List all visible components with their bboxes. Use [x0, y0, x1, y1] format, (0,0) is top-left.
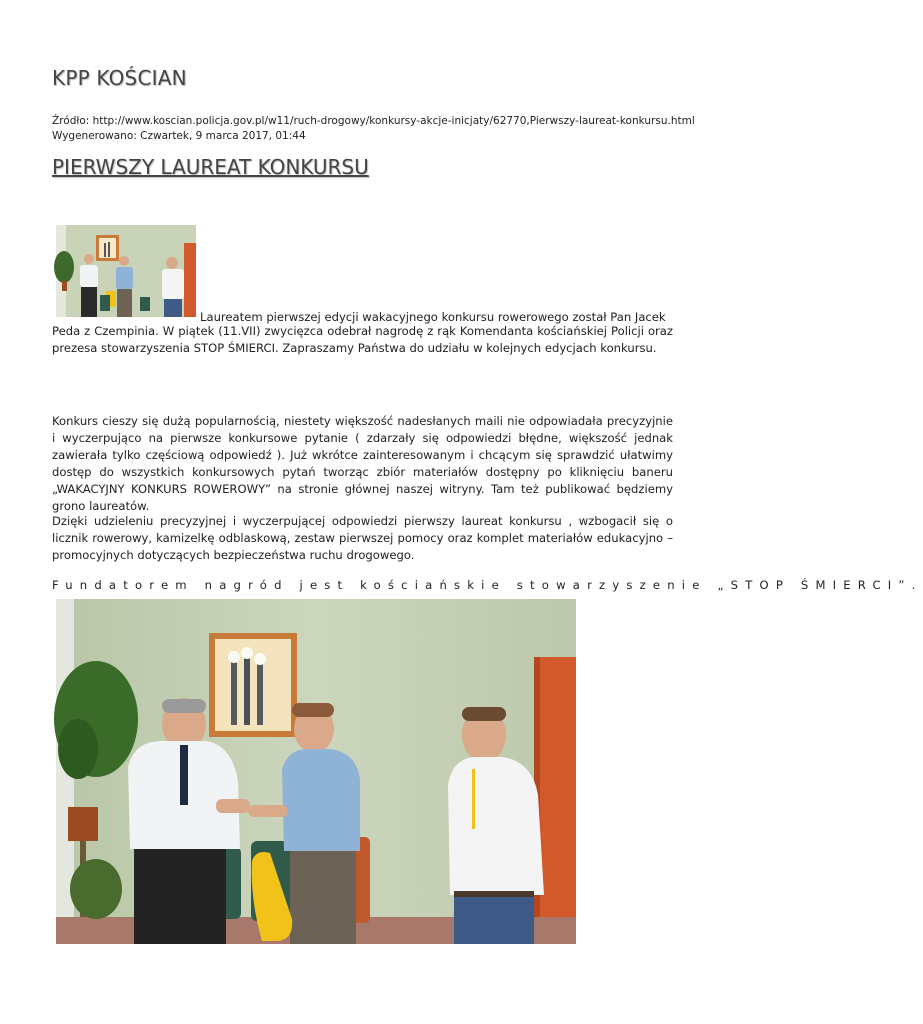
article-title: PIERWSZY LAUREAT KONKURSU [52, 155, 369, 179]
main-photo [56, 599, 576, 944]
meta-info [52, 114, 695, 144]
site-title: KPP KOŚCIAN [52, 66, 187, 90]
paragraph-1-first-line: Laureatem pierwszej edycji wakacyjnego konkursu rowerowego został Pan Jacek [200, 310, 666, 324]
paragraph-1: Peda z Czempinia. W piątek (11.VII) zwycięzca odebrał nagrodę z rąk Komendanta kościańskiej Policji oraz prezesa stowarzyszenia STOP ŚMIERCI. Zapraszamy Państwa do udziału w kolejnych edycjach konkursu. [52, 324, 673, 355]
paragraph-4: Fundatorem nagród jest kościańskie stowarzyszenie „STOP ŚMIERCI”. [52, 578, 923, 592]
paragraph-3: Dzięki udzieleniu precyzyjnej i wyczerpującej odpowiedzi pierwszy laureat konkursu , wzbogacił się o licznik rowerowy, kamizelkę odblaskową, zestaw pierwszej pomocy oraz komplet materiałów edukacyjno – promocyjnych dotyczących bezpieczeństwa ruchu drogowego. [52, 514, 673, 562]
source-line[interactable]: Źródło: http://www.koscian.policja.gov.pl/w11/ruch-drogowy/konkursy-akcje-inicjaty/62770,Pierwszy-laureat-konkursu.html [52, 115, 695, 127]
thumbnail-photo [56, 225, 196, 317]
generated-line: Wygenerowano: Czwartek, 9 marca 2017, 01:44 [52, 130, 306, 142]
paragraph-2: Konkurs cieszy się dużą popularnością, niestety większość nadesłanych maili nie odpowiadała precyzyjnie i wyczerpująco na pierwsze konkursowe pytanie ( zdarzały się odpowiedzi błędne, większość jednak zawierała tylko częściową odpowiedź ). Już wkrótce zainteresowanym i chcącym się sprawdzić ułatwimy dostęp do wszystkich konkursowych pytań tworząc zbiór materiałów dostępny po kliknięciu baneru „WAKACYJNY KONKURS ROWEROWY” na stronie głównej naszej witryny. Tam też publikować będziemy grono laureatów. [52, 414, 673, 513]
